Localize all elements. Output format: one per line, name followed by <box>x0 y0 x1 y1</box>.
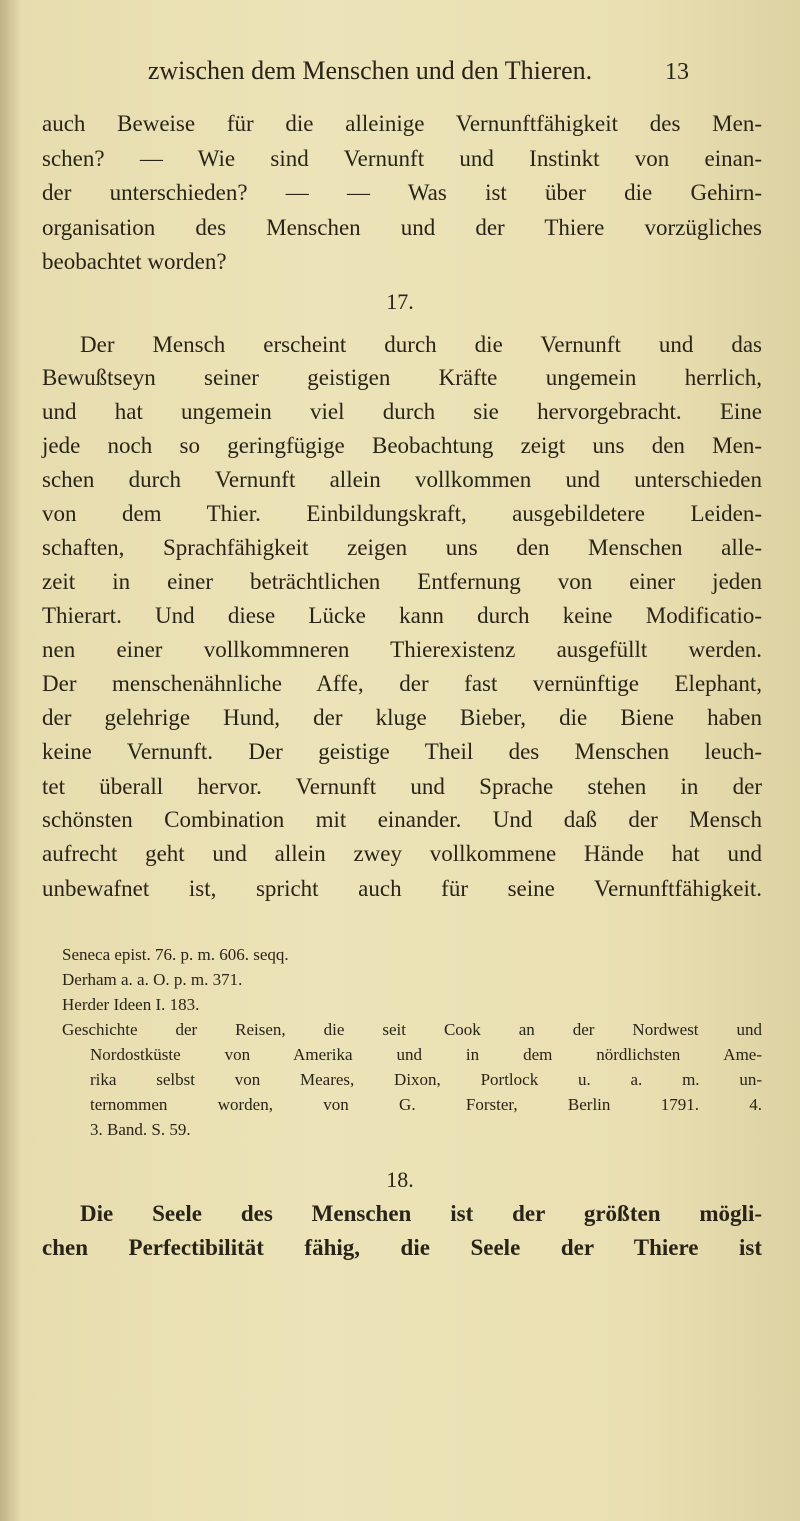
text-line: und hat ungemein viel durch sie hervorgebracht. Eine <box>42 399 762 424</box>
section-number: 18. <box>386 1167 414 1192</box>
text-line: organisation des Menschen und der Thiere vorzügliches <box>42 215 762 240</box>
footnote-continued: Nordostküste von Amerika und in dem nördlichsten Ame- <box>90 1045 762 1064</box>
footnote-continued: ternommen worden, von G. Forster, Berlin 1791. 4. <box>90 1095 762 1114</box>
text-line: Der menschenähnliche Affe, der fast vernünftige Elephant, <box>42 671 762 696</box>
text-line: schönsten Combination mit einander. Und daß der Mensch <box>42 807 762 832</box>
text-line: Thierart. Und diese Lücke kann durch keine Modificatio- <box>42 603 762 628</box>
text-line: der gelehrige Hund, der kluge Bieber, die Biene haben <box>42 705 762 730</box>
section-number: 17. <box>386 289 414 314</box>
text-line: schen? — Wie sind Vernunft und Instinkt von einan- <box>42 146 762 171</box>
text-line: von dem Thier. Einbildungskraft, ausgebildetere Leiden- <box>42 501 762 526</box>
text-line: keine Vernunft. Der geistige Theil des Menschen leuch- <box>42 739 762 764</box>
text-line: schen durch Vernunft allein vollkommen und unterschieden <box>42 467 762 492</box>
footnote-continued: 3. Band. S. 59. <box>90 1120 191 1139</box>
text-line: Die Seele des Menschen ist der größten mögli- <box>80 1201 762 1226</box>
footnote: Seneca epist. 76. p. m. 606. seqq. <box>62 945 289 964</box>
text-line: chen Perfectibilität fähig, die Seele der Thiere ist <box>42 1235 762 1260</box>
text-line: zeit in einer beträchtlichen Entfernung von einer jeden <box>42 569 762 594</box>
footnote: Geschichte der Reisen, die seit Cook an der Nordwest und <box>62 1020 762 1039</box>
footnote: Derham a. a. O. p. m. 371. <box>62 970 243 989</box>
text-line: nen einer vollkommneren Thierexistenz ausgefüllt werden. <box>42 637 762 662</box>
text-line: aufrecht geht und allein zwey vollkommene Hände hat und <box>42 841 762 866</box>
running-header: zwischen dem Menschen und den Thieren. <box>147 56 593 85</box>
text-line: der unterschieden? — — Was ist über die Gehirn- <box>42 180 762 205</box>
page-number: 13 <box>665 59 689 85</box>
text-line: schaften, Sprachfähigkeit zeigen uns den Menschen alle- <box>42 535 762 560</box>
text-line: jede noch so geringfügige Beobachtung zeigt uns den Men- <box>42 433 762 458</box>
text-line: Der Mensch erscheint durch die Vernunft und das <box>80 332 762 357</box>
footnote: Herder Ideen I. 183. <box>62 995 200 1014</box>
text-line: auch Beweise für die alleinige Vernunftfähigkeit des Men- <box>42 111 762 136</box>
footnote-continued: rika selbst von Meares, Dixon, Portlock u. a. m. un- <box>90 1070 762 1089</box>
text-line: Bewußtseyn seiner geistigen Kräfte ungemein herrlich, <box>42 365 762 390</box>
text-line: unbewafnet ist, spricht auch für seine Vernunftfähigkeit. <box>42 876 762 901</box>
text-line: tet überall hervor. Vernunft und Sprache stehen in der <box>42 774 762 799</box>
page-gutter-shadow <box>0 0 22 1521</box>
text-line: beobachtet worden? <box>42 249 227 274</box>
